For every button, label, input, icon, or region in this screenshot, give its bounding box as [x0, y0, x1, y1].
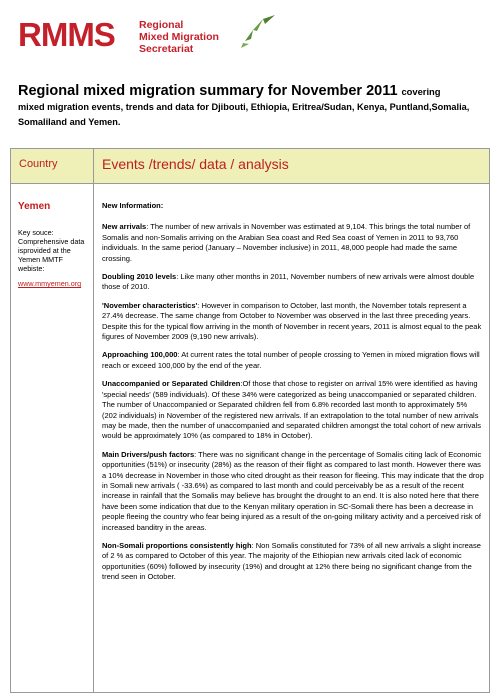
paragraph-non-somali [102, 541, 484, 583]
summary-table [10, 148, 490, 693]
title-main: Regional mixed migration summary for November 2011 [18, 83, 398, 99]
para-lead: 'November characteristics' [102, 300, 198, 310]
para-lead: Non-Somali proportions consistently high [102, 540, 252, 550]
table-header [11, 149, 489, 184]
para-body: : However in comparison to October, last month, the November totals represent a 27.4% decrease. The same change from October to November was observed in the last three preceding years. Despite this for the typical flow arriving in the month of November in recent years, 2011 is almost equal to the peak figures of November 2009 (9,190 new arrivals). [102, 300, 482, 342]
para-body: : At current rates the total number of people crossing to Yemen in mixed migration flows will reach or exceed 100,000 by the end of the year. [102, 350, 480, 370]
logo-line-3: Secretariat [139, 43, 194, 55]
para-lead: Unaccompanied or Separated Children [102, 379, 241, 389]
para-body: : Like many other months in 2011, November numbers of new arrivals were almost double those of 2010. [102, 272, 475, 292]
new-information-heading: New Information: [102, 201, 164, 210]
key-source [18, 228, 90, 288]
para-lead: Approaching 100,000 [102, 350, 178, 360]
header-events: Events /trends/ data / analysis [102, 156, 289, 172]
para-body: :Of those that chose to register on arrival 15% were identified as having 'special needs' (589 individuals). Of these 34% were categorized as being unaccompanied or separated children. The number of Unaccompanied or Separated children fell from 6.8% recorded last month to approximately 5% (202 individuals) in November of the registered new arrivals. If an extrapolation to the total number of new arrivals may be made, then the number of unaccompanied and separated children amongst the total cohort of new arrivals would be approximately 10% (as compared to 18% in October). [102, 379, 481, 441]
key-source-link[interactable]: www.mmyemen.org [18, 279, 82, 288]
paragraph-approaching [102, 350, 484, 371]
column-divider [93, 149, 94, 692]
para-body: : There was no significant change in the percentage of Somalis citing lack of Economic opportunities (51%) or insecurity (28%) as the reason of their flight as compared to last month. However there was a 10% decrease in November in those who cited drought as their reason for fleeing. This may indicate that the drop in Somali new arrivals ( -33.6%) as compared to last month and could perceivably be as a result of the recent increase in rainfall that the Somalis may believe has brought the drought to an end. It is also noted here that there have been some indication that due to the Kenyan military operation in SC-Somali there has been a decrease in people fleeing the country who fear being injured as a result of the on-going military activity and a perceived risk of increased banditry in the areas. [102, 449, 484, 532]
title-tail: covering [401, 86, 441, 97]
events-cell [102, 201, 484, 591]
para-lead: New arrivals [102, 222, 147, 232]
logo-mark: RMMS [18, 16, 115, 53]
paragraph-children [102, 379, 484, 441]
para-body: : Non Somalis constituted for 73% of all new arrivals a slight increase of 2 % as compared to October of this year. The majority of the Ethiopian new arrivals cited lack of economic opportunities (60%) followed by insecurity (19%) and drought at 12% there being no significant change from the trend seen in October. [102, 540, 481, 582]
header-country: Country [19, 158, 58, 170]
paragraph-november-characteristics [102, 301, 484, 343]
country-cell [18, 201, 90, 288]
paragraph-drivers [102, 450, 484, 533]
page-subtitle: mixed migration events, trends and data for Djibouti, Ethiopia, Eritrea/Sudan, Kenya, Puntland,Somalia, Somaliland and Yemen. [18, 102, 470, 127]
logo-wordmark [139, 19, 219, 55]
paragraph-doubling [102, 272, 484, 293]
para-lead: Main Drivers/push factors [102, 449, 195, 459]
para-lead: Doubling 2010 levels [102, 272, 177, 282]
page-title [18, 80, 488, 102]
logo-line-2: Mixed Migration [139, 31, 219, 43]
paragraph-new-arrivals [102, 222, 484, 264]
rmms-logo [18, 10, 318, 60]
country-name: Yemen [18, 201, 51, 212]
key-source-text: Key souce: Comprehensive data isprovided at the Yemen MMTF webiste: [18, 228, 85, 273]
para-body: : The number of new arrivals in November was estimated at 9,104. This brings the total number of Somalis and non-Somalis arriving on the Arabian Sea coast and Red Sea coast of Yemen in 2011 to 93,760 individuals. In the same period (January – November inclusive) in 2011, 48,000 people had made the same crossing. [102, 222, 471, 263]
birds-icon [231, 13, 281, 53]
logo-line-1: Regional [139, 19, 184, 31]
